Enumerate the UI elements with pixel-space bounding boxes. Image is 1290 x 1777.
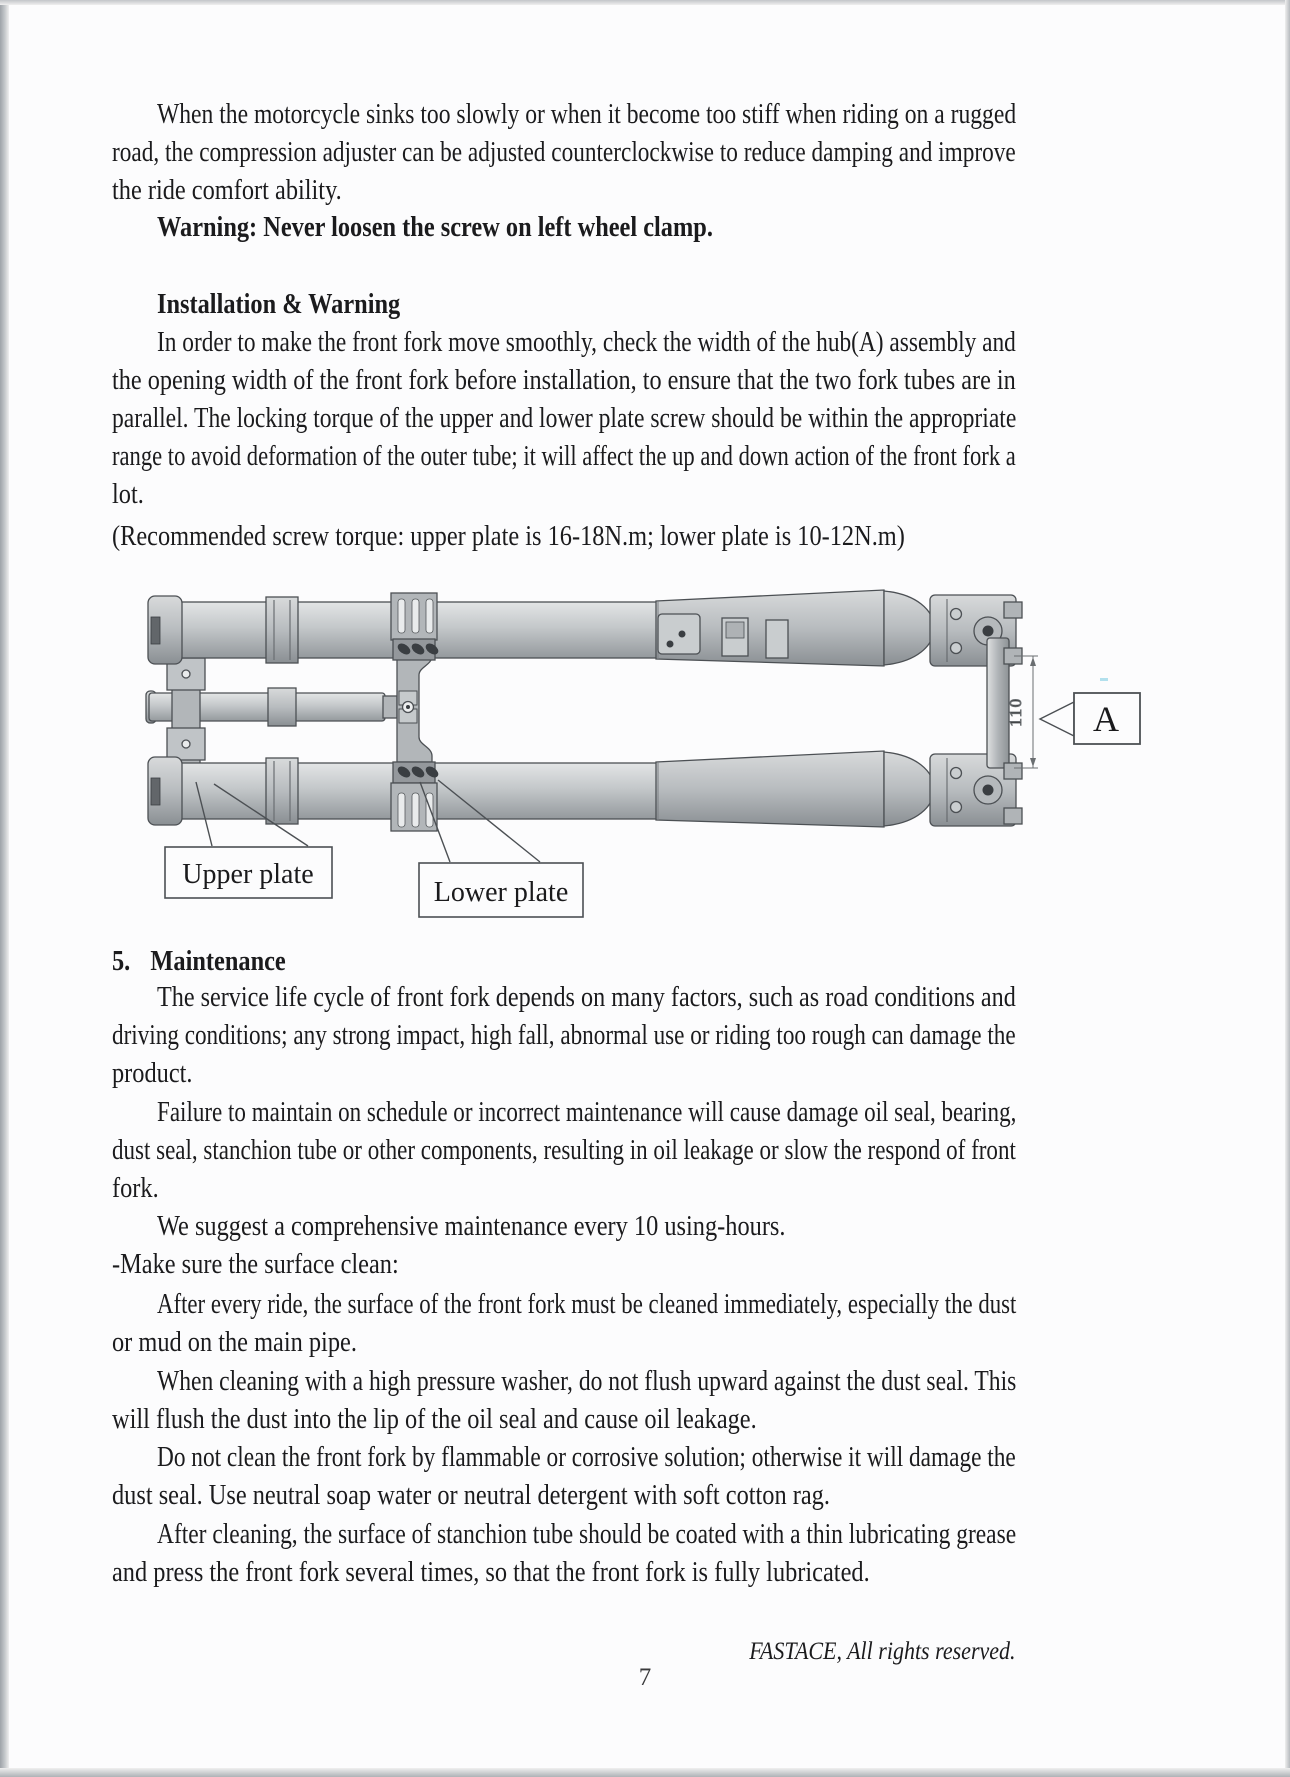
text-line: When cleaning with a high pressure washer, do not flush upward against the dust seal. This [157, 1365, 1017, 1397]
callout-a [1040, 693, 1140, 744]
text-line: Installation & Warning [157, 288, 401, 320]
installation-heading [112, 285, 1016, 323]
paragraph-washer [112, 1362, 1016, 1438]
text-line: and press the front fork several times, so that the front fork is fully lubricated. [112, 1556, 870, 1588]
text-line: range to avoid deformation of the outer tube; it will affect the up and down action of the front fork a [112, 440, 1016, 472]
paragraph-failure [112, 1093, 1016, 1207]
page-edge-left [0, 0, 9, 1777]
dimension-110 [1006, 656, 1038, 768]
text-line: The service life cycle of front fork depends on many factors, such as road conditions and [157, 981, 1016, 1013]
surface-note [112, 1245, 1016, 1283]
text-line: dust seal, stanchion tube or other components, resulting in oil leakage or slow the respond of front [112, 1134, 1016, 1166]
lower-plate-label: Lower plate [433, 877, 569, 908]
paragraph-grease [112, 1515, 1016, 1591]
text-line: the opening width of the front fork before installation, to ensure that the two fork tubes are in [112, 364, 1016, 396]
text-line: or mud on the main pipe. [112, 1326, 357, 1358]
text-line: After cleaning, the surface of stanchion tube should be coated with a thin lubricating grease [157, 1518, 1017, 1550]
text-line: In order to make the front fork move smoothly, check the width of the hub(A) assembly and [157, 326, 1016, 358]
page-number: 7 [638, 1664, 652, 1691]
paragraph-intro [112, 95, 1016, 209]
maintenance-heading [112, 942, 1016, 980]
paragraph-solution [112, 1438, 1016, 1514]
text-line: -Make sure the surface clean: [112, 1248, 399, 1280]
text-line: Warning: Never loosen the screw on left wheel clamp. [157, 211, 713, 243]
text-line: dust seal. Use neutral soap water or neutral detergent with soft cotton rag. [112, 1479, 830, 1511]
copyright-footer: FASTACE, All rights reserved. [749, 1638, 1016, 1665]
text-line [112, 942, 286, 980]
paragraph-after-ride [112, 1285, 1016, 1361]
text-line: road, the compression adjuster can be adjusted counterclockwise to reduce damping and improve [112, 136, 1016, 168]
text-line: lot. [112, 478, 144, 510]
suggest-line [112, 1207, 1016, 1245]
text-line: Failure to maintain on schedule or incorrect maintenance will cause damage oil seal, bearing, [157, 1096, 1017, 1128]
page-edge-top [0, 0, 1290, 5]
text-line: (Recommended screw torque: upper plate is 16-18N.m; lower plate is 10-12N.m) [112, 520, 905, 552]
text-line: driving conditions; any strong impact, high fall, abnormal use or riding too rough can damage the [112, 1019, 1016, 1051]
text-line: After every ride, the surface of the front fork must be cleaned immediately, especially the dust [157, 1288, 1017, 1320]
front-fork-diagram [120, 555, 1160, 940]
paragraph-installation [112, 323, 1016, 513]
dimension-label: 110 [1006, 697, 1025, 727]
text-line: will flush the dust into the lip of the oil seal and cause oil leakage. [112, 1403, 757, 1435]
text-line: When the motorcycle sinks too slowly or when it become too stiff when riding on a rugged [157, 98, 1017, 130]
fork-tube-top [148, 590, 1016, 666]
section-title: Maintenance [150, 945, 286, 977]
section-number: 5. [112, 945, 131, 977]
paragraph-service-life [112, 978, 1016, 1092]
torque-note [112, 517, 1016, 555]
warning-line [112, 208, 1016, 246]
text-line: parallel. The locking torque of the upper and lower plate screw should be within the appropriate [112, 402, 1017, 434]
page-edge-right [1285, 0, 1290, 1777]
text-line: product. [112, 1057, 193, 1089]
text-line: We suggest a comprehensive maintenance every 10 using-hours. [157, 1210, 786, 1242]
text-line: Do not clean the front fork by flammable or corrosive solution; otherwise it will damage the [157, 1441, 1016, 1473]
scan-artifact [1100, 678, 1108, 681]
page-edge-bottom [0, 1768, 1290, 1777]
text-line: the ride comfort ability. [112, 174, 342, 206]
fork-tube-bottom [148, 751, 1016, 827]
upper-plate-label: Upper plate [182, 859, 314, 890]
callout-a-label: A [1093, 699, 1119, 739]
text-line: fork. [112, 1172, 159, 1204]
